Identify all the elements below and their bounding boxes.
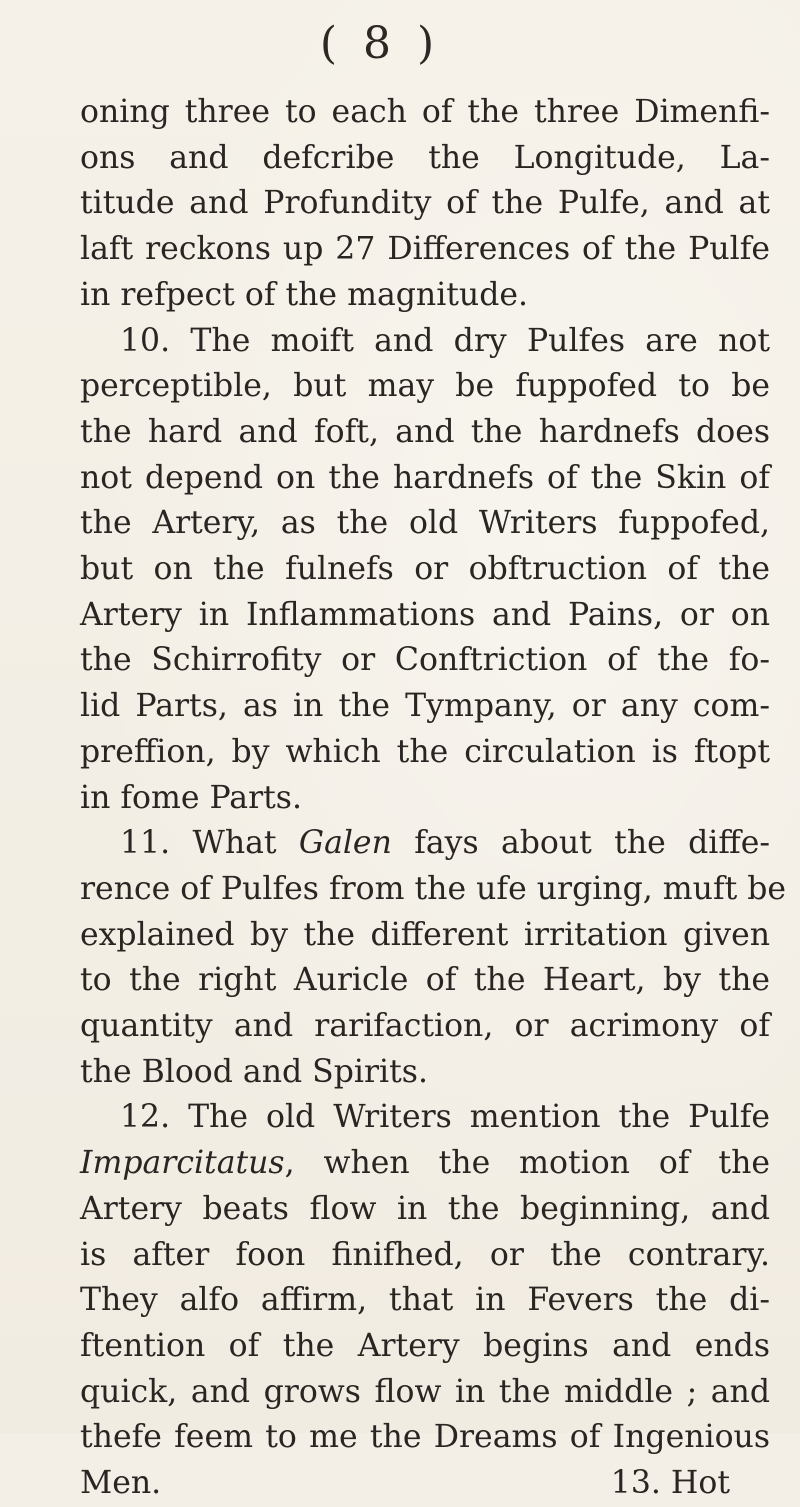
text-line: the Blood and Spirits. (80, 1053, 428, 1090)
text-line: the Schirrofity or Conftriction of the fo- (80, 642, 770, 679)
catchword: 13. Hot (610, 1465, 730, 1502)
text-line: titude and Profundity of the Pulfe, and at (80, 185, 770, 222)
text-line: not depend on the hardnefs of the Skin of (80, 459, 770, 496)
text-line: in refpect of the magnitude. (80, 276, 529, 313)
text-line: the hard and foft, and the hardnefs does (80, 413, 770, 450)
italic-name-galen: Galen (298, 825, 392, 862)
body-text (80, 90, 787, 1507)
text-line (80, 1141, 770, 1187)
text-line: Artery beats flow in the beginning, and (80, 1190, 770, 1227)
paragraph-start-11 (80, 821, 770, 867)
text-line: lid Parts, as in the Tympany, or any com- (80, 688, 770, 725)
text-line: thefe feem to me the Dreams of Ingenious (80, 1419, 770, 1456)
text-line: Artery in Inflammations and Pains, or on (80, 596, 770, 633)
text-line: explained by the different irritation given (80, 916, 770, 953)
text-line: the Artery, as the old Writers fuppofed, (80, 505, 770, 542)
text-line: perceptible, but may be fuppofed to be (80, 368, 770, 405)
text-line: but on the fulnefs or obftruction of the (80, 551, 770, 588)
text-line: quantity and rarifaction, or acrimony of (80, 1008, 770, 1045)
text-line: ons and defcribe the Longitude, La- (80, 139, 770, 176)
text-line: to the right Auricle of the Heart, by the (80, 962, 770, 999)
text-line: is after foon finifhed, or the contrary. (80, 1236, 770, 1273)
line-segment: 11. What (120, 825, 277, 862)
page-number: ( 8 ) (319, 18, 441, 69)
italic-term-imparcitatus: Imparcitatus (80, 1145, 285, 1182)
text-line: laft reckons up 27 Differences of the Pulfe (80, 231, 770, 268)
line-segment: , when the motion of the (284, 1145, 770, 1182)
text-line: rence of Pulfes from the ufe urging, muft be (80, 870, 787, 907)
paragraph-start-12: 12. The old Writers mention the Pulfe (120, 1099, 770, 1136)
last-line (80, 1461, 770, 1507)
text-line: preffion, by which the circulation is ftopt (80, 733, 770, 770)
text-line: oning three to each of the three Dimenfi- (80, 94, 770, 130)
text-line: quick, and grows flow in the middle ; and (80, 1373, 770, 1410)
paragraph-start-10: 10. The moift and dry Pulfes are not (120, 322, 770, 359)
line-segment: Men. (80, 1465, 162, 1502)
line-segment: fays about the diffe- (414, 825, 771, 862)
text-line: in fome Parts. (80, 779, 302, 816)
text-line: ftention of the Artery begins and ends (80, 1327, 770, 1364)
text-line: They alfo affirm, that in Fevers the di- (80, 1282, 770, 1319)
